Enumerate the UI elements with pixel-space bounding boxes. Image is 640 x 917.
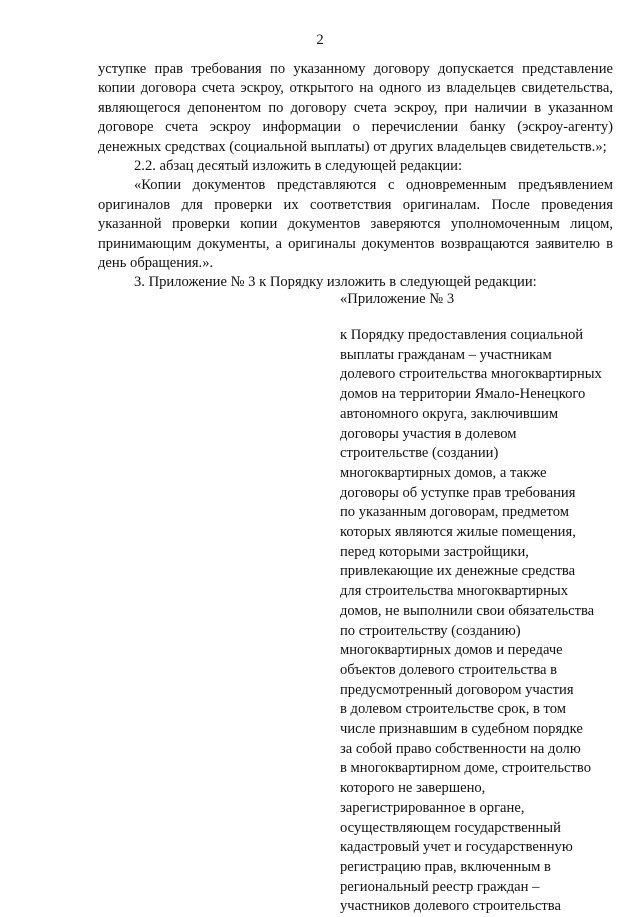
appendix-line: к Порядку предоставления социальной: [340, 327, 584, 343]
appendix-line: выплаты гражданам – участникам: [340, 346, 552, 363]
appendix-line: автономного округа, заключившим: [340, 405, 559, 422]
appendix-line: многоквартирных домов и передаче: [340, 642, 563, 659]
appendix-line: домов на территории Ямало-Ненецкого: [340, 386, 586, 403]
paragraph-continuation: уступке прав требования по указанному договору допускается представление копии договора счета эскроу, открытого на одного из владельцев свидетельства, являющегося депонентом по договору счета эскроу, при наличии в указанном договоре счета эскроу информации о перечислении банку (эскроу-агенту) денежных средствах (социальной выплаты) от других владельцев свидетельств.»;: [98, 61, 613, 155]
appendix-line: которых являются жилые помещения,: [340, 524, 576, 541]
paragraph-item-2-2: 2.2. абзац десятый изложить в следующей редакции:: [134, 158, 463, 175]
appendix-line: в многоквартирном доме, строительство: [340, 760, 591, 777]
appendix-line: домов, не выполнили свои обязательства: [340, 602, 595, 619]
appendix-line: числе признавшим в судебном порядке: [340, 721, 583, 738]
appendix-line: привлекающие их денежные средства: [340, 563, 576, 580]
paragraph-item-3: 3. Приложение № 3 к Порядку изложить в следующей редакции:: [134, 274, 537, 291]
appendix-line: за собой право собственности на долю: [340, 740, 581, 757]
appendix-line: региональный реестр граждан –: [340, 878, 540, 895]
page-number: 2: [316, 32, 324, 48]
appendix-line: объектов долевого строительства в: [340, 661, 558, 678]
appendix-line: многоквартирных домов, а также: [340, 464, 547, 481]
appendix-line: регистрацию прав, включенным в: [340, 858, 551, 875]
appendix-line: зарегистрированное в органе,: [340, 799, 525, 816]
appendix-line: строительстве (создании): [340, 445, 499, 462]
appendix-reference-block: [340, 326, 615, 917]
appendix-line: по строительству (созданию): [340, 622, 521, 639]
appendix-line: кадастровый учет и государственную: [340, 839, 573, 856]
appendix-line: перед которыми застройщики,: [340, 543, 529, 560]
appendix-line: которого не завершено,: [340, 780, 486, 797]
appendix-line: долевого строительства многоквартирных: [340, 366, 602, 383]
appendix-line: договоры об уступке прав требования: [340, 484, 576, 501]
appendix-line: договоры участия в долевом: [340, 425, 517, 442]
appendix-line: участников долевого строительства: [340, 898, 561, 915]
appendix-line: в долевом строительстве срок, в том: [340, 701, 566, 718]
appendix-line: для строительства многоквартирных: [340, 583, 569, 600]
appendix-line: по указанным договорам, предметом: [340, 504, 569, 521]
appendix-line: предусмотренный договором участия: [340, 681, 574, 698]
document-body: [98, 60, 613, 293]
paragraph-quoted-text: «Копии документов представляются с одновременным предъявлением оригиналов для проверки их соответствия оригиналам. После проведения указанной проверки копии документов заверяются уполномоченным лицом, принимающим документы, а оригиналы документов возвращаются заявителю в день обращения.».: [98, 177, 613, 272]
appendix-line: осуществляющем государственный: [340, 819, 561, 836]
appendix-title: «Приложение № 3: [340, 291, 455, 307]
